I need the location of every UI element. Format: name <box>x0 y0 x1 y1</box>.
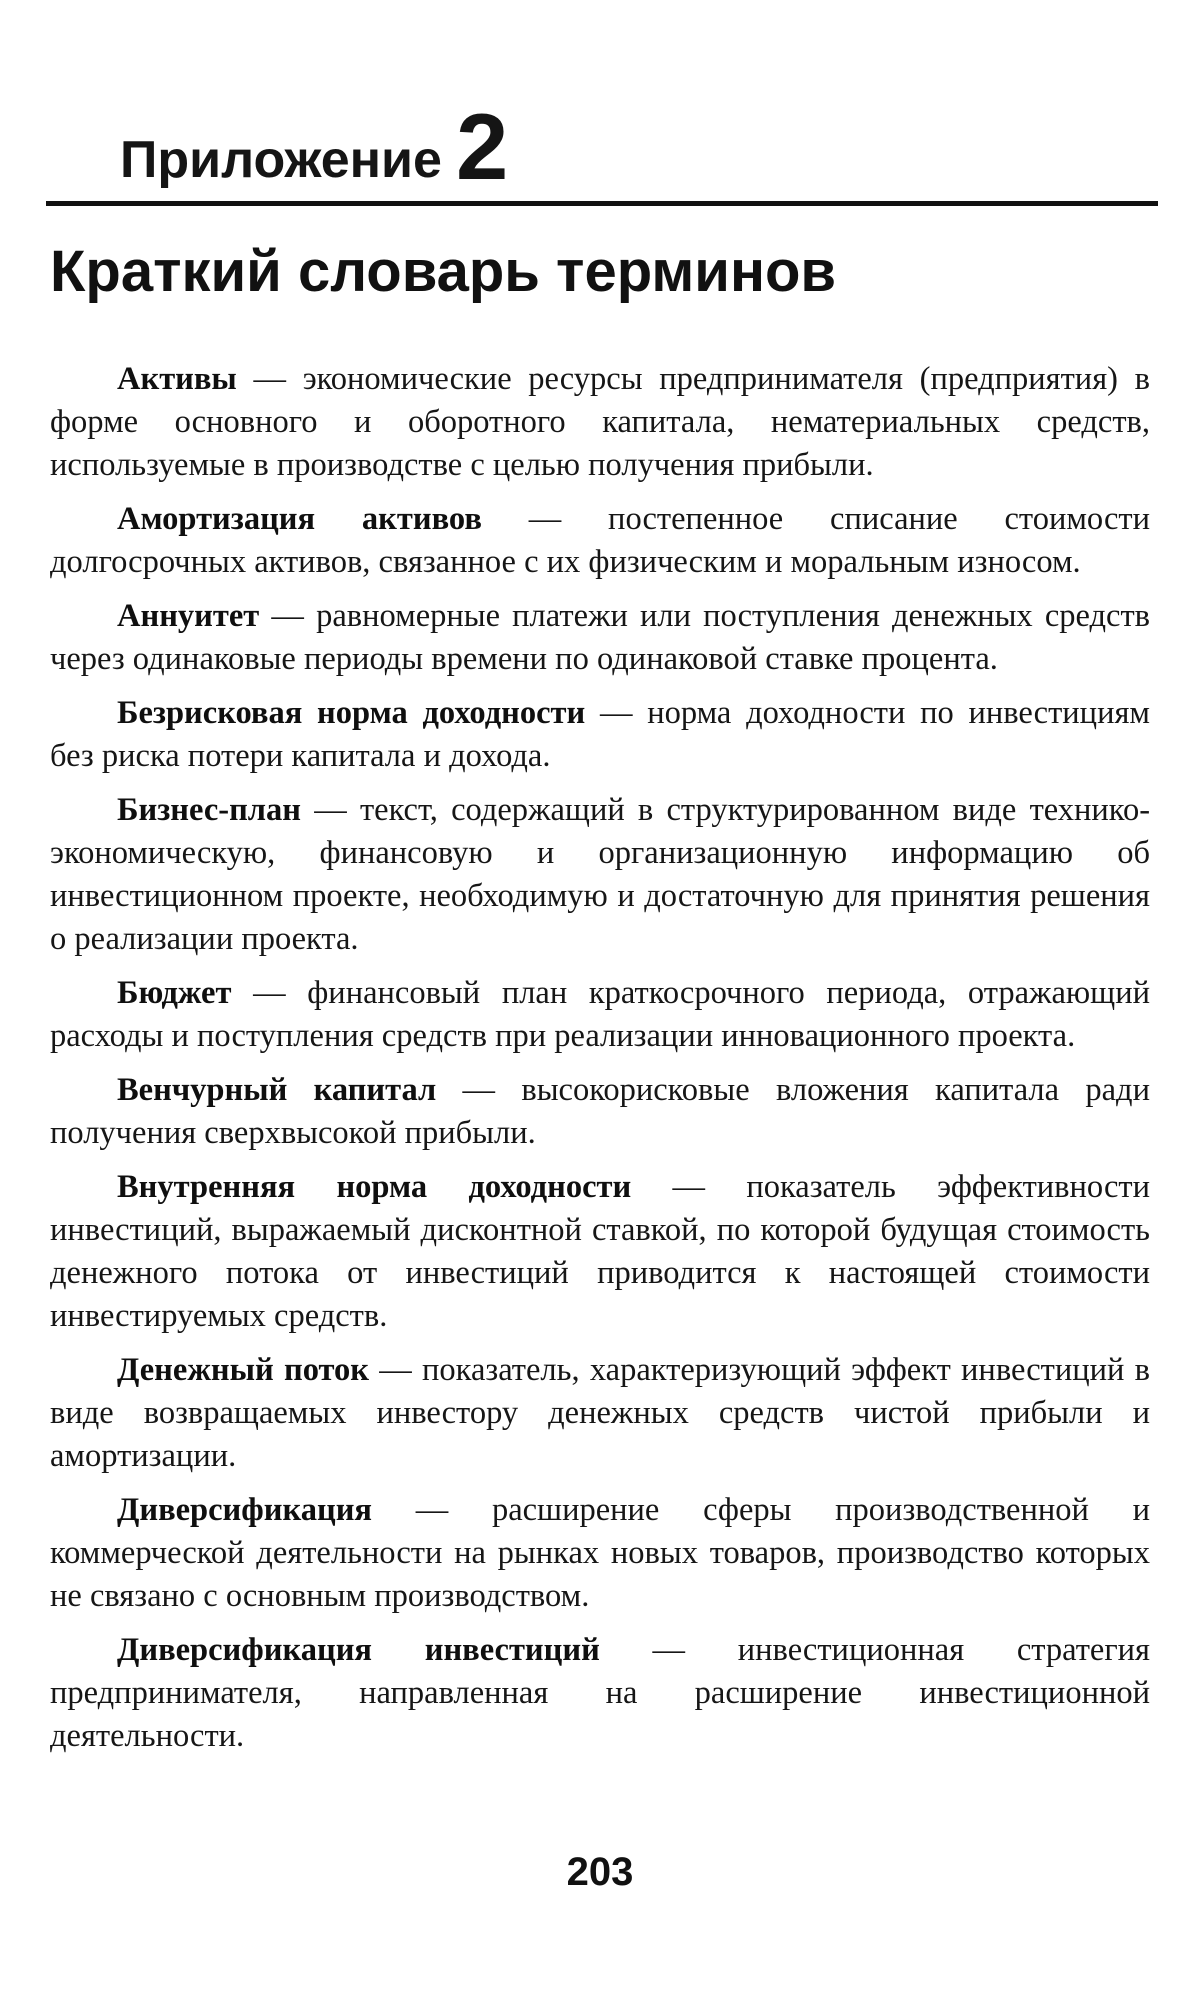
glossary-entry <box>50 1489 1150 1618</box>
glossary-entry <box>50 692 1150 778</box>
glossary-entry <box>50 498 1150 584</box>
glossary-term: Безрисковая норма доходности <box>117 695 586 731</box>
glossary-definition: расширение сферы производственной и коммерческой деятельности на рынках новых товаров, производство которых не связано с основным производством. <box>50 1492 1151 1614</box>
glossary-definition: высокорисковые вложения капитала ради получения сверхвысокой прибыли. <box>50 1072 1150 1151</box>
glossary-dash: — <box>631 1169 747 1205</box>
glossary-term: Диверсификация инвестиций <box>117 1632 600 1668</box>
page-number: 203 <box>566 1850 634 1894</box>
glossary-entry <box>50 972 1150 1058</box>
glossary-dash: — <box>436 1072 522 1108</box>
glossary-entry <box>50 1166 1150 1338</box>
glossary-dash: — <box>301 792 360 828</box>
glossary-term: Внутренняя норма доходности <box>117 1169 632 1205</box>
glossary-term: Аннуитет <box>117 598 260 634</box>
glossary-term: Амортизация активов <box>117 501 482 537</box>
page-title: Краткий словарь терминов <box>50 239 837 304</box>
appendix-word: Приложение <box>120 131 442 189</box>
glossary-list <box>50 358 1150 1769</box>
heading-divider <box>46 201 1158 206</box>
glossary-dash: — <box>372 1492 492 1528</box>
glossary-term: Венчурный капитал <box>117 1072 437 1108</box>
glossary-entry <box>50 789 1150 961</box>
glossary-definition: экономические ресурсы предпринимателя (предприятия) в форме основного и оборотного капитала, нематериальных средств, используемые в производстве с целью получения прибыли. <box>50 361 1151 483</box>
appendix-heading <box>120 94 509 199</box>
glossary-definition: норма доходности по инвестициям без риска потери капитала и дохода. <box>50 695 1150 774</box>
glossary-dash: — <box>585 695 648 731</box>
glossary-definition: постепенное списание стоимости долгосрочных активов, связанное с их физическим и моральным износом. <box>50 501 1151 580</box>
glossary-dash: — <box>599 1632 738 1668</box>
glossary-definition: текст, содержащий в структурированном виде технико-экономическую, финансовую и организационную информацию об инвестиционном проекте, необходимую и достаточную для принятия решения о реализации проекта. <box>50 792 1151 957</box>
glossary-term: Диверсификация <box>117 1492 373 1528</box>
glossary-entry <box>50 358 1150 487</box>
glossary-definition: инвестиционная стратегия предпринимателя, направленная на расширение инвестиционной деятельности. <box>50 1632 1150 1754</box>
glossary-definition: показатель, характеризующий эффект инвестиций в виде возвращаемых инвестору денежных средств чистой прибыли и амортизации. <box>50 1352 1150 1474</box>
glossary-dash: — <box>259 598 317 634</box>
glossary-entry <box>50 595 1150 681</box>
glossary-entry <box>50 1349 1150 1478</box>
glossary-entry <box>50 1069 1150 1155</box>
glossary-definition: равномерные платежи или поступления денежных средств через одинаковые периоды времени по одинаковой ставке процента. <box>50 598 1151 677</box>
glossary-definition: показатель эффективности инвестиций, выражаемый дисконтной ставкой, по которой будущая стоимость денежного потока от инвестиций приводится к настоящей стоимости инвестируемых средств. <box>50 1169 1150 1334</box>
glossary-dash: — <box>236 361 303 397</box>
appendix-number: 2 <box>455 94 509 199</box>
glossary-dash: — <box>231 975 308 1011</box>
glossary-term: Бизнес-план <box>117 792 302 828</box>
glossary-term: Денежный поток <box>117 1352 370 1388</box>
glossary-definition: финансовый план краткосрочного периода, отражающий расходы и поступления средств при реализации инновационного проекта. <box>50 975 1150 1054</box>
glossary-dash: — <box>369 1352 423 1388</box>
glossary-dash: — <box>481 501 609 537</box>
glossary-entry <box>50 1629 1150 1758</box>
glossary-term: Бюджет <box>117 975 232 1011</box>
glossary-term: Активы <box>117 361 237 397</box>
